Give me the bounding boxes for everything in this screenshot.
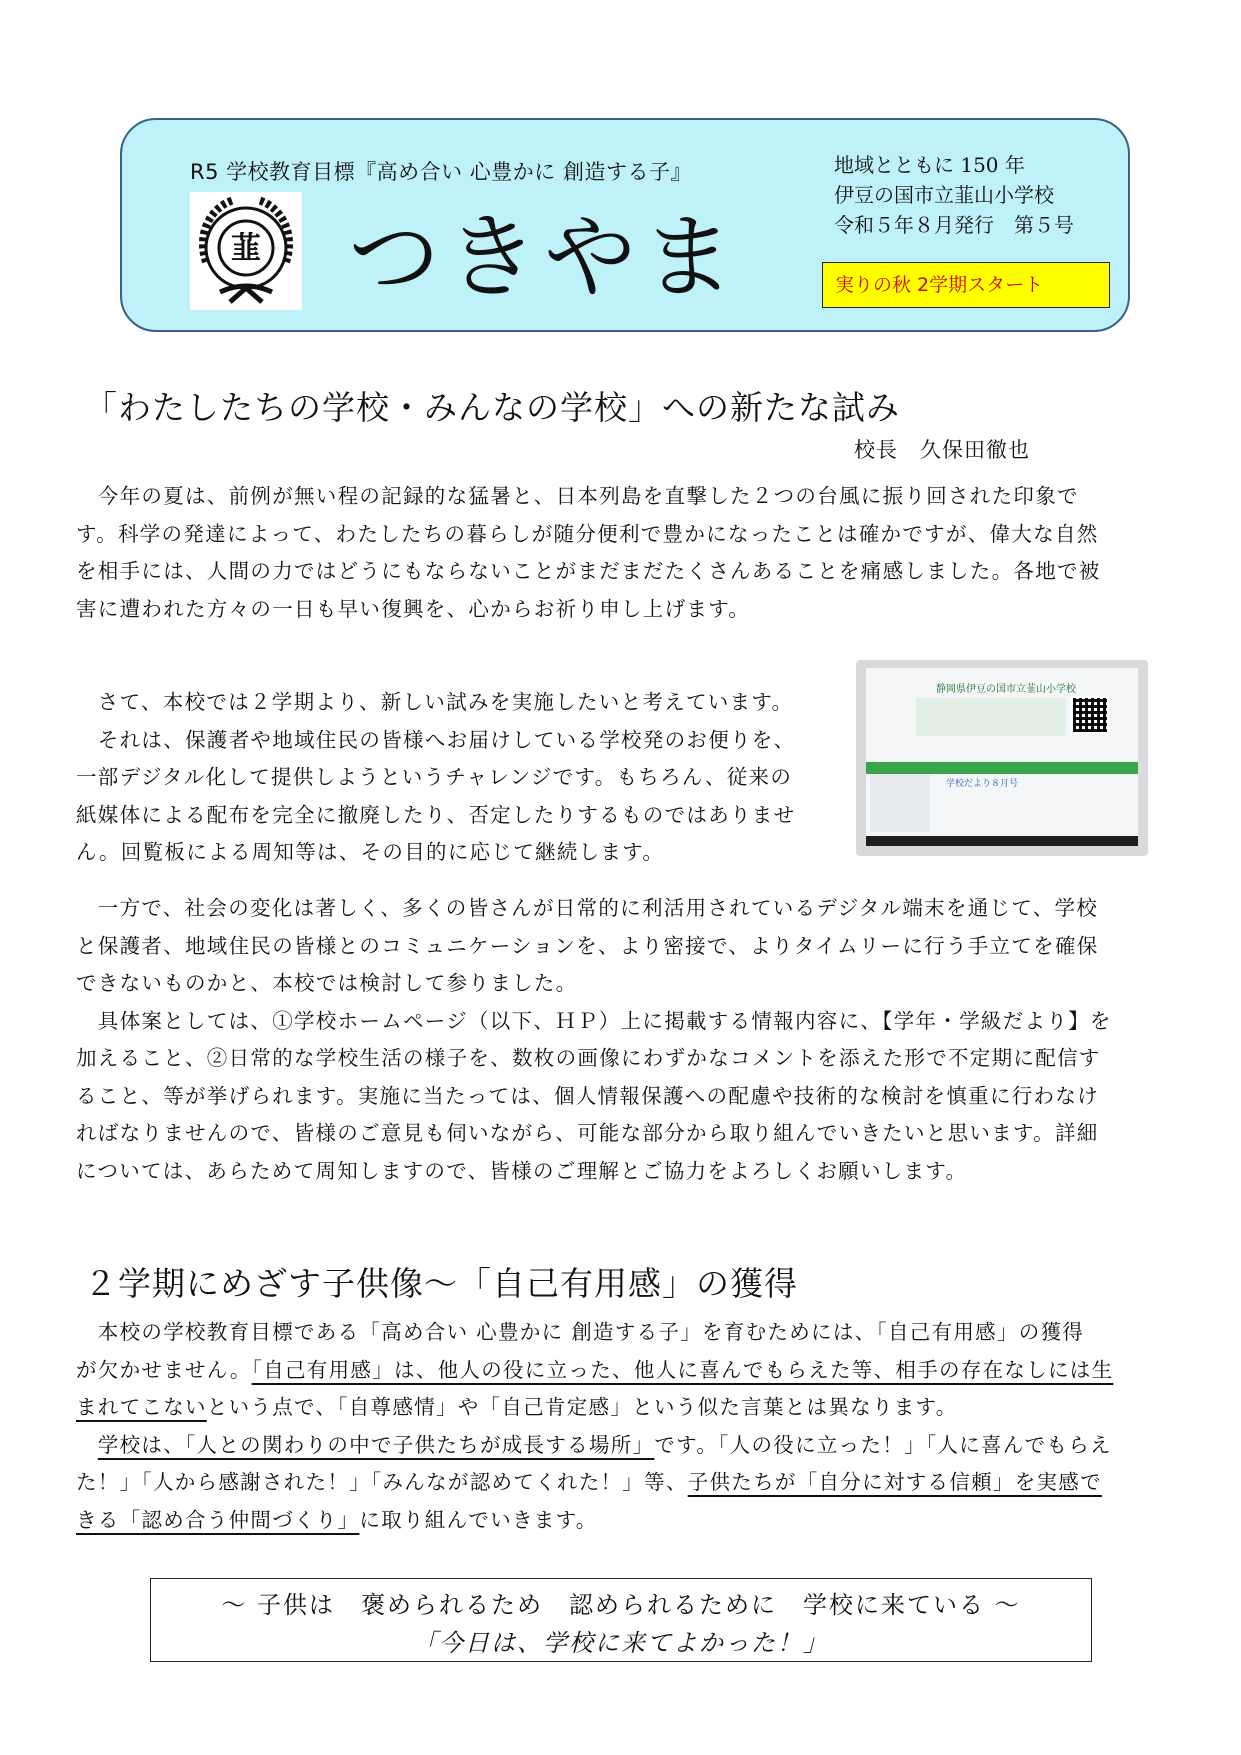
quote-line-1: ～ 子供は 褒められるため 認められるために 学校に来ている ～ [221, 1591, 1021, 1619]
website-banner [916, 698, 1066, 736]
underlined-text: きる「認め合う仲間づくり」 [76, 1507, 360, 1532]
text-line: きる「認め合う仲間づくり」に取り組んでいきます。 [76, 1507, 598, 1532]
newsletter-title: つきやま [348, 204, 741, 311]
section1-paragraph-2 [76, 684, 795, 872]
text-line: ればなりませんので、皆様のご意見も伺いながら、可能な部分から取り組んでいきたいと思います。詳細 [76, 1121, 1099, 1145]
text-line: については、あらためて周知しますので、皆様のご理解とご協力をよろしくお願いします。 [76, 1158, 968, 1183]
text-line: 学校は、「人との関わりの中で子供たちが成長する場所」です。「人の役に立った！」「人に喜んでもらえ [97, 1432, 1112, 1457]
text-line: 具体案としては、①学校ホームページ（以下、ＨＰ）上に掲載する情報内容に、【学年・学級だより】を [76, 1008, 1112, 1033]
info-line-school: 伊豆の国市立韮山小学校 [834, 183, 1054, 207]
author-line: 校長 久保田徹也 [854, 438, 1030, 462]
text-line: す。科学の発達によって、わたしたちの暮らしが随分便利で豊かになったことは確かですが、偉大な自然 [76, 521, 1099, 546]
text-line: 加えること、②日常的な学校生活の様子を、数枚の画像にわずかなコメントを添えた形で不定期に配信す [76, 1046, 1101, 1070]
section1-paragraph-3 [76, 890, 1112, 1190]
text-line: た！」「人から感謝された！」「みんなが認めてくれた！」等、子供たちが「自分に対する信頼」を実感で [76, 1470, 1102, 1494]
text-line: が欠かせません。「自己有用感」は、他人の役に立った、他人に喜んでもらえた等、相手の存在なしには生 [76, 1357, 1114, 1382]
newsletter-header [120, 118, 1130, 332]
qr-code-icon [1071, 696, 1109, 734]
text-line: まれてこないという点で、「自尊感情」や「自己肯定感」という似た言葉とは異なります。 [76, 1395, 958, 1419]
text-line: 今年の夏は、前例が無い程の記録的な猛暑と、日本列島を直撃した２つの台風に振り回された印象で [76, 484, 1079, 508]
underlined-text: 「自己有用感」は、他人の役に立った、他人に喜んでもらえた等、相手の存在なしには生 [251, 1357, 1114, 1382]
text-line: さて、本校では２学期より、新しい試みを実施したいと考えています。 [76, 690, 794, 714]
text-line: 一部デジタル化して提供しようというチャレンジです。もちろん、従来の [76, 765, 793, 789]
text-line: 紙媒体による配布を完全に撤廃したり、否定したりするものではありませ [76, 802, 796, 827]
text-line: ん。回覧板による周知等は、その目的に応じて継続します。 [76, 840, 665, 864]
info-line-anniversary: 地域とともに 150 年 [834, 153, 1025, 177]
text-line: できないものかと、本校では検討して参りました。 [76, 971, 578, 995]
motto-quote-box [150, 1578, 1092, 1662]
website-nav-bar [866, 762, 1138, 774]
info-line-issue: 令和５年８月発行 第５号 [834, 213, 1074, 237]
season-tag: 実りの秋 2学期スタート [822, 262, 1110, 308]
svg-text:韮: 韮 [231, 231, 261, 266]
school-website-photo [856, 660, 1148, 856]
website-side-menu [870, 774, 930, 832]
text-line: それは、保護者や地域住民の皆様へお届けしている学校発のお便りを、 [76, 727, 796, 752]
underlined-text: 学校は、「人との関わりの中で子供たちが成長する場所」 [97, 1432, 655, 1457]
underlined-text: 子供たちが「自分に対する信頼」を実感で [687, 1470, 1102, 1494]
section1-paragraph-1 [76, 478, 1101, 628]
school-emblem-icon [190, 192, 302, 310]
taskbar [866, 836, 1138, 846]
text-line: を相手には、人間の力ではどうにもならないことがまだまだたくさんあることを痛感しました。各地で被 [76, 559, 1101, 583]
website-news-item: 学校だより８月号 [946, 779, 1019, 789]
text-line: ること、等が挙げられます。実施に当たっては、個人情報保護への配慮や技術的な検討を慎重に行わなけ [76, 1083, 1099, 1108]
issue-info [834, 150, 1074, 240]
section2-heading: ２学期にめざす子供像～「自己有用感」の獲得 [84, 1264, 798, 1303]
text-line: 一方で、社会の変化は著しく、多くの皆さんが日常的に利活用されているデジタル端末を通じて、学校 [76, 896, 1099, 920]
website-title: 静岡県伊豆の国市立韮山小学校 [936, 684, 1076, 695]
text-line: 本校の学校教育目標である「高め合い 心豊かに 創造する子」を育むためには、「自己有用感」の獲得 [76, 1320, 1085, 1344]
underlined-text: まれてこない [76, 1395, 207, 1419]
section2-paragraph [76, 1314, 1113, 1539]
text-line: 害に遭われた方々の一日も早い復興を、心からお祈り申し上げます。 [76, 596, 751, 621]
school-motto: R5 学校教育目標『高め合い 心豊かに 創造する子』 [190, 160, 692, 184]
text-line: と保護者、地域住民の皆様とのコミュニケーションを、より密接で、よりタイムリーに行う手立てを確保 [76, 933, 1099, 958]
quote-line-2: 「今日は、学校に来てよかった！」 [413, 1629, 829, 1657]
section1-heading: 「わたしたちの学校・みんなの学校」への新たな試み [84, 388, 900, 427]
